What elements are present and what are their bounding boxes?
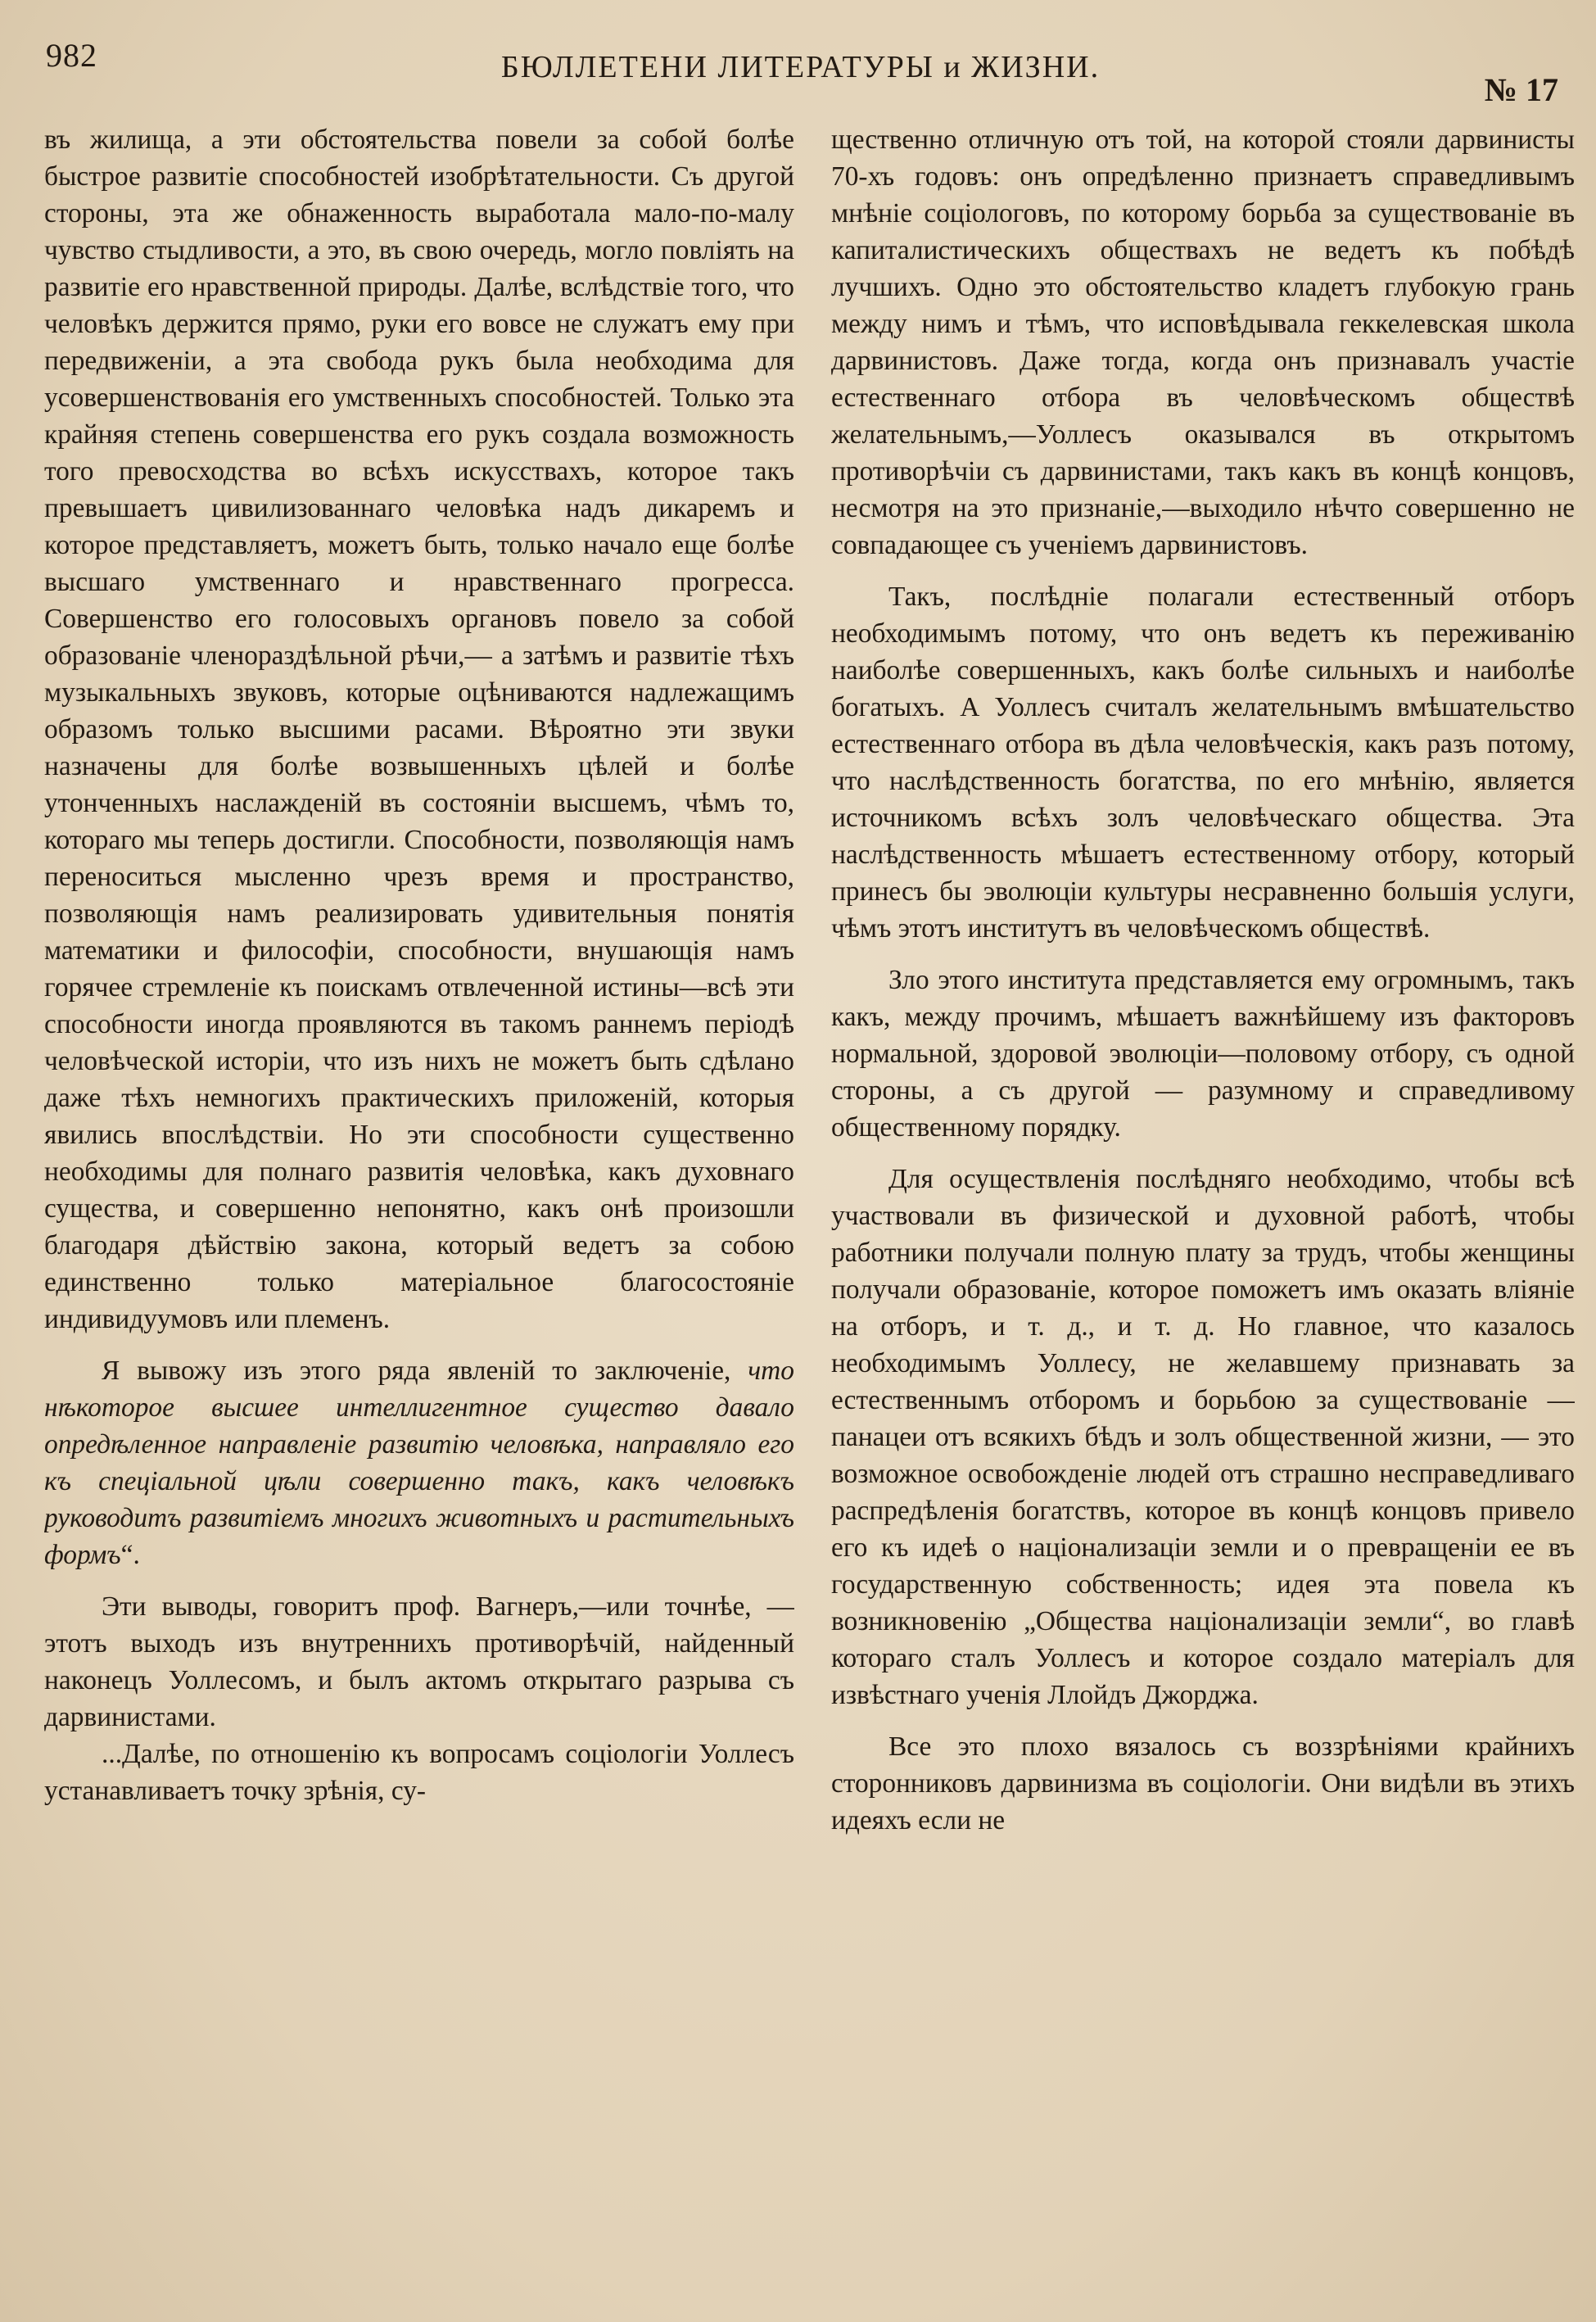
- paragraph: Такъ, послѣдніе полагали естественный отборъ необходимымъ потому, что онъ ведетъ къ переживанію наиболѣе совершенныхъ, какъ болѣе сильныхъ и наиболѣе богатыхъ. А Уоллесъ считалъ желательнымъ вмѣшательство естественнаго отбора въ дѣла человѣческія, какъ разъ потому, что наслѣдственность богатства, по его мнѣнію, является источникомъ всѣхъ золъ человѣческаго общества. Эта наслѣдственность мѣшаетъ естественному отбору, который принесъ бы эволюціи культуры несравненно большія услуги, чѣмъ этотъ институтъ въ человѣческомъ обществѣ.: [831, 582, 1575, 944]
- right-column: [831, 121, 1575, 2300]
- paragraph: Эти выводы, говоритъ проф. Вагнеръ,—или точнѣе, — этотъ выходъ изъ внутреннихъ противорѣчій, найденный наконецъ Уоллесомъ, и былъ актомъ открытаго разрыва съ дарвинистами.: [44, 1591, 794, 1732]
- paragraph: Зло этого института представляется ему огромнымъ, такъ какъ, между прочимъ, мѣшаетъ важнѣйшему изъ факторовъ нормальной, здоровой эволюціи—половому отбору, съ одной стороны, а съ другой — разумному и справедливому общественному порядку.: [831, 965, 1575, 1143]
- page-header: [41, 25, 1560, 115]
- paragraph-lead: Я вывожу изъ этого ряда явленій то заключеніе,: [102, 1356, 748, 1386]
- running-title: БЮЛЛЕТЕНИ ЛИТЕРАТУРЫ и ЖИЗНИ.: [500, 50, 1101, 84]
- issue-number: № 17: [1484, 71, 1558, 108]
- paragraph: Для осуществленія послѣдняго необходимо, чтобы всѣ участвовали въ физической и духовной работѣ, чтобы работники получали полную плату за трудъ, чтобы женщины получали образованіе, которое поможетъ имъ оказать вліяніе на отборъ, и т. д., и т. д. Но главное, что казалось необходимымъ Уоллесу, не желавшему признавать за естественнымъ отборомъ и борьбою за существованіе — панацеи отъ всякихъ бѣдъ и золъ общественной жизни, — это возможное освобожденіе людей отъ страшно несправедливаго распредѣленія богатствъ, которое въ концѣ концовъ привело его къ идеѣ о націонализаціи земли и о превращеніи ее въ государственную собственность; идея эта повела къ возникновенію „Общества націонализаціи земли“, во главѣ котораго сталъ Уоллесъ и которое создало матеріалъ для извѣстнаго ученія Ллойдъ Джорджа.: [831, 1164, 1575, 1710]
- paragraph: Все это плохо вязалось съ воззрѣніями крайнихъ сторонниковъ дарвинизма въ соціологіи. Они видѣли въ этихъ идеяхъ если не: [831, 1731, 1575, 1835]
- paragraph-conclusion: [44, 1352, 794, 1573]
- emphasized-quote: что нѣкоторое высшее интеллигентное существо давало опредѣленное направленіе развитію человѣка, направляло его къ спеціальной цѣли совершенно такъ, какъ человѣкъ руководитъ развитіемъ многихъ животныхъ и растительныхъ формъ: [44, 1356, 794, 1570]
- page-number: 982: [46, 37, 97, 74]
- paragraph: въ жилища, а эти обстоятельства повели за собой болѣе быстрое развитіе способностей изобрѣтательности. Съ другой стороны, эта же обнаженность выработала мало-по-малу чувство стыдливости, а это, въ свою очередь, могло повліять на развитіе его нравственной природы. Далѣе, вслѣдствіе того, что человѣкъ держится прямо, руки его вовсе не служатъ ему при передвиженіи, а эта свобода рукъ была необходима для усовершенствованія его умственныхъ способностей. Только эта крайняя степень совершенства его рукъ создала возможность того превосходства во всѣхъ искусствахъ, которое такъ превышаетъ цивилизованнаго человѣка надъ дикаремъ и которое представляетъ, можетъ быть, только начало еще болѣе высшаго умственнаго и нравственнаго прогресса. Совершенство его голосовыхъ органовъ повело за собой образованіе членораздѣльной рѣчи,— а затѣмъ и развитіе тѣхъ музыкальныхъ звуковъ, которые оцѣниваются надлежащимъ образомъ только высшими расами. Вѣроятно эти звуки назначены для болѣе возвышенныхъ цѣлей и болѣе утонченныхъ наслажденій въ состояніи высшемъ, чѣмъ то, котораго мы теперь достигли. Способности, позволяющія намъ переноситься мысленно чрезъ время и пространство, позволяющія намъ реализировать удивительныя понятія математики и философіи, способности, внушающія намъ горячее стремленіе къ поискамъ отвлеченной истины—всѣ эти способности иногда проявляются въ такомъ раннемъ періодѣ человѣческой исторіи, что изъ нихъ не можетъ быть сдѣлано даже тѣхъ немногихъ практическихъ приложеній, которыя явились впослѣдствіи. Но эти способности существенно необходимы для полнаго развитія человѣка, какъ духовнаго существа, и совершенно непонятно, какъ онѣ произошли благодаря дѣйствію закона, который ведетъ за собою единственно только матеріальное благосостояніе индивидуумовъ или племенъ.: [44, 124, 794, 1334]
- left-column: [44, 121, 794, 2300]
- quote-close: “.: [120, 1540, 140, 1570]
- paragraph: ...Далѣе, по отношенію къ вопросамъ соціологіи Уоллесъ устанавливаетъ точку зрѣнія, су-: [44, 1739, 794, 1806]
- paragraph: щественно отличную отъ той, на которой стояли дарвинисты 70-хъ годовъ: онъ опредѣленно признаетъ справедливымъ мнѣніе соціологовъ, по которому борьба за существованіе въ капиталистическихъ обществахъ не ведетъ къ побѣдѣ лучшихъ. Одно это обстоятельство кладетъ глубокую грань между нимъ и тѣмъ, что исповѣдывала геккелевская школа дарвинистовъ. Даже тогда, когда онъ признавалъ участіе естественнаго отбора въ человѣческомъ обществѣ желательнымъ,—Уоллесъ оказывался въ открытомъ противорѣчіи съ дарвинистами, такъ какъ въ концѣ концовъ, несмотря на это признаніе,—выходило нѣчто совершенно не совпадающее съ ученіемъ дарвинистовъ.: [831, 124, 1575, 560]
